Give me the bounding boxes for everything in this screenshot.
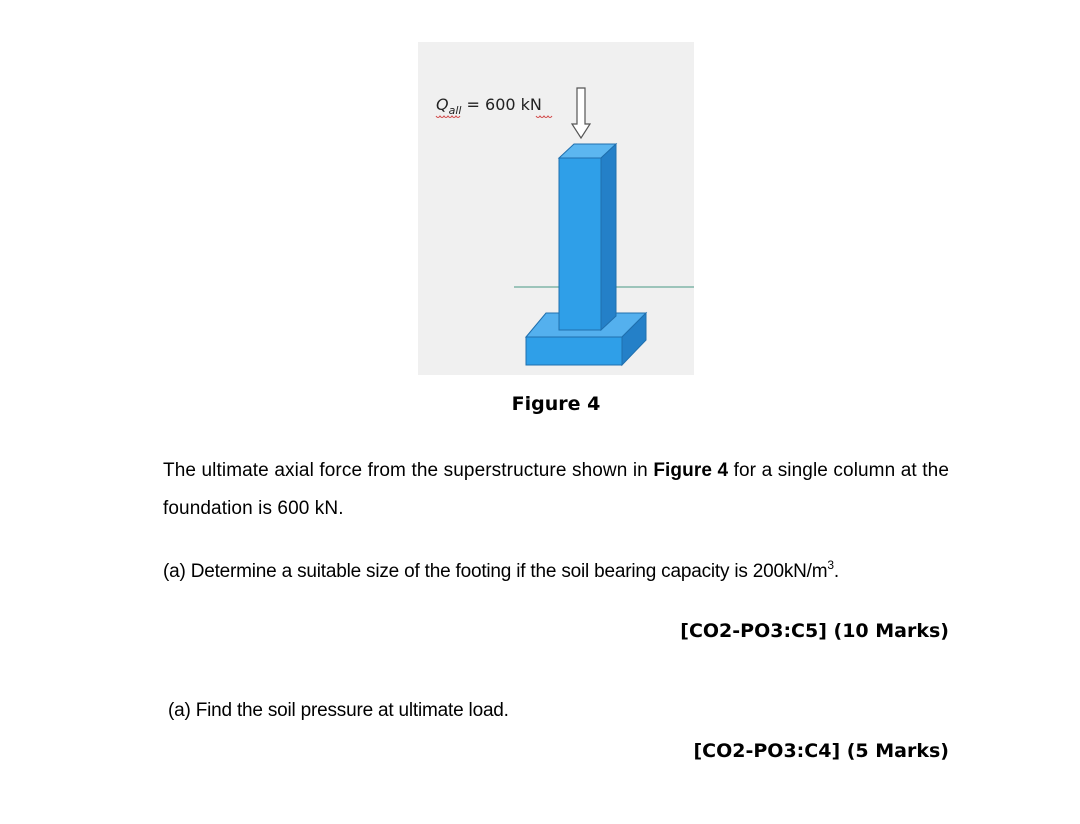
footing-figure [418, 42, 694, 375]
question-part-a [163, 558, 839, 583]
column-front [559, 158, 601, 330]
column-side [601, 144, 616, 330]
footing-diagram [418, 42, 694, 375]
intro-text-end: for a single column at the foundation is 600 kN. [163, 460, 949, 519]
figure-caption: Figure 4 [511, 393, 601, 415]
intro-figure-ref: Figure 4 [653, 460, 729, 481]
intro-text-start: The ultimate axial force from the superstructure shown in [163, 460, 654, 481]
part-a-superscript: 3 [827, 558, 834, 572]
part-a-end: . [833, 561, 839, 582]
part-a-marks: [CO2-PO3:C5] (10 Marks) [680, 620, 949, 642]
part-a-text: (a) Determine a suitable size of the footing if the soil bearing capacity is 200kN/m [163, 561, 828, 582]
question-part-b: (a) Find the soil pressure at ultimate load. [168, 700, 509, 721]
part-b-marks: [CO2-PO3:C4] (5 Marks) [693, 740, 949, 762]
question-intro [163, 452, 949, 528]
load-label: $Q_{all} = 600$ kN [436, 95, 542, 117]
footing-front [526, 337, 622, 365]
